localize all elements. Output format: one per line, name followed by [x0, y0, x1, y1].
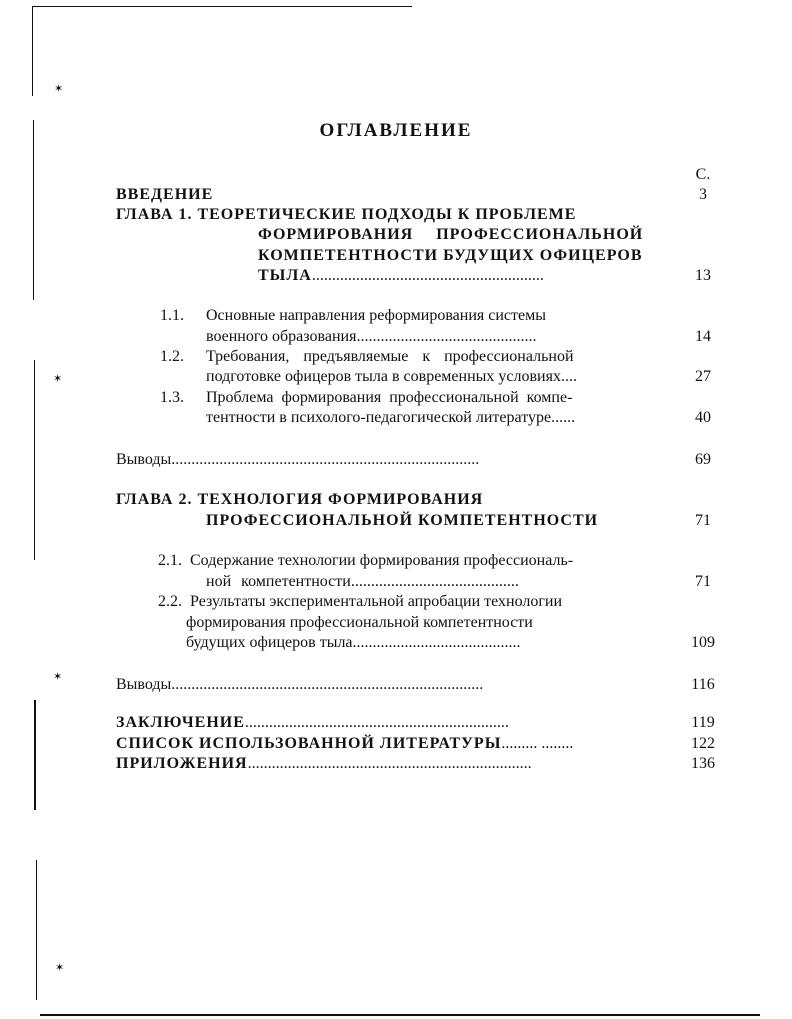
chapter1-title-line4[interactable]: [258, 266, 544, 286]
chapter2-conclusions-page: 116: [691, 676, 715, 693]
section-2-1-line2[interactable]: [206, 572, 519, 592]
section-1-1-page: 14: [695, 328, 711, 345]
chapter2-conclusions-label: Выводы: [116, 676, 172, 693]
dot-leader: ..................................................................: [244, 714, 509, 731]
conclusion-label: ЗАКЛЮЧЕНИЕ: [116, 714, 245, 731]
chapter1-title-line1[interactable]: ГЛАВА 1. ТЕОРЕТИЧЕСКИЕ ПОДХОДЫ К ПРОБЛЕМЕ: [116, 206, 577, 223]
appendices-page: 136: [691, 755, 715, 772]
section-2-2-line3-text: будущих офицеров тыла: [186, 634, 353, 651]
section-2-1-line2-text: ной компетентности: [206, 573, 351, 590]
dot-leader: ......... ........: [501, 735, 574, 752]
scan-left-border: [36, 860, 37, 1000]
appendices-label: ПРИЛОЖЕНИЯ: [116, 755, 248, 772]
dot-leader: .............................................................................: [171, 451, 480, 468]
dot-leader: ..........................................: [350, 573, 519, 590]
section-1-2-number: 1.2.: [160, 348, 184, 365]
conclusion-entry[interactable]: [116, 713, 509, 733]
dot-leader: ..............................................................................: [171, 676, 484, 693]
scan-speck: ✶: [55, 962, 65, 974]
chapter1-title-line2[interactable]: ФОРМИРОВАНИЯ ПРОФЕССИОНАЛЬНОЙ: [258, 226, 644, 243]
bibliography-page: 122: [691, 735, 715, 752]
dot-leader: ....: [560, 368, 577, 385]
chapter2-page: 71: [695, 512, 711, 529]
intro-label[interactable]: ВВЕДЕНИЕ: [116, 186, 214, 203]
section-2-2-number: 2.2.: [158, 593, 182, 610]
scan-speck: ✶: [54, 83, 64, 95]
section-2-1-line1[interactable]: Содержание технологии формирования профессиональ-: [190, 552, 574, 569]
section-1-2-line2-text: подготовке офицеров тыла в современных условиях: [206, 368, 561, 385]
scan-bottom-line: [40, 1014, 760, 1016]
dot-leader: .......................................................................: [247, 755, 532, 772]
dot-leader: ..........................................: [352, 634, 521, 651]
section-2-1-number: 2.1.: [158, 552, 182, 569]
section-1-2-line1[interactable]: Требования, предъявляемые к профессиональной: [206, 348, 574, 365]
scan-speck: ✶: [53, 671, 63, 683]
bibliography-entry[interactable]: [116, 734, 573, 754]
scan-left-border: [32, 6, 33, 96]
section-1-3-line1[interactable]: Проблема формирования профессиональной компе-: [206, 389, 573, 406]
section-1-1-line1[interactable]: Основные направления реформирования системы: [206, 307, 546, 324]
section-2-2-line1[interactable]: Результаты экспериментальной апробации технологии: [190, 593, 563, 610]
section-2-2-line2[interactable]: формирования профессиональной компетентности: [186, 614, 533, 631]
dot-leader: ......: [551, 409, 576, 426]
section-1-1-number: 1.1.: [160, 307, 184, 324]
bibliography-label: СПИСОК ИСПОЛЬЗОВАННОЙ ЛИТЕРАТУРЫ: [116, 735, 502, 752]
section-1-2-line2[interactable]: [206, 367, 577, 387]
appendices-entry[interactable]: [116, 754, 532, 774]
chapter1-title-last-word: ТЫЛА: [258, 267, 312, 284]
section-1-3-line2[interactable]: [206, 408, 575, 428]
chapter2-title-line2[interactable]: ПРОФЕССИОНАЛЬНОЙ КОМПЕТЕНТНОСТИ: [206, 512, 599, 529]
section-2-2-page: 109: [691, 634, 715, 651]
section-2-2-line3[interactable]: [186, 633, 521, 653]
section-1-1-line2[interactable]: [206, 327, 536, 347]
chapter1-page: 13: [695, 267, 711, 284]
section-1-3-line2-text: тентности в психолого-педагогической литературе: [206, 409, 552, 426]
chapter1-conclusions-label: Выводы: [116, 451, 172, 468]
page-title: ОГЛАВЛЕНИЕ: [319, 120, 473, 141]
scan-left-border: [34, 360, 35, 560]
page-column-header: С.: [695, 166, 711, 183]
section-1-3-number: 1.3.: [160, 389, 184, 406]
chapter1-conclusions[interactable]: [116, 450, 479, 470]
conclusion-page: 119: [691, 714, 715, 731]
section-1-1-line2-text: военного образования: [206, 328, 357, 345]
section-1-3-page: 40: [695, 409, 711, 426]
section-1-2-page: 27: [695, 368, 711, 385]
scan-speck: ✶: [53, 373, 63, 385]
scan-top-line: [32, 6, 412, 7]
chapter1-title-line3[interactable]: КОМПЕТЕНТНОСТИ БУДУЩИХ ОФИЦЕРОВ: [258, 247, 643, 264]
section-2-1-page: 71: [695, 573, 711, 590]
dot-leader: ..........................................................: [311, 267, 544, 284]
intro-page: 3: [699, 186, 707, 203]
scan-left-border: [34, 700, 36, 810]
chapter2-title-line1[interactable]: ГЛАВА 2. ТЕХНОЛОГИЯ ФОРМИРОВАНИЯ: [116, 491, 484, 508]
chapter2-conclusions[interactable]: [116, 675, 483, 695]
chapter1-conclusions-page: 69: [695, 451, 711, 468]
scan-left-border: [33, 120, 34, 300]
dot-leader: .............................................: [356, 328, 537, 345]
